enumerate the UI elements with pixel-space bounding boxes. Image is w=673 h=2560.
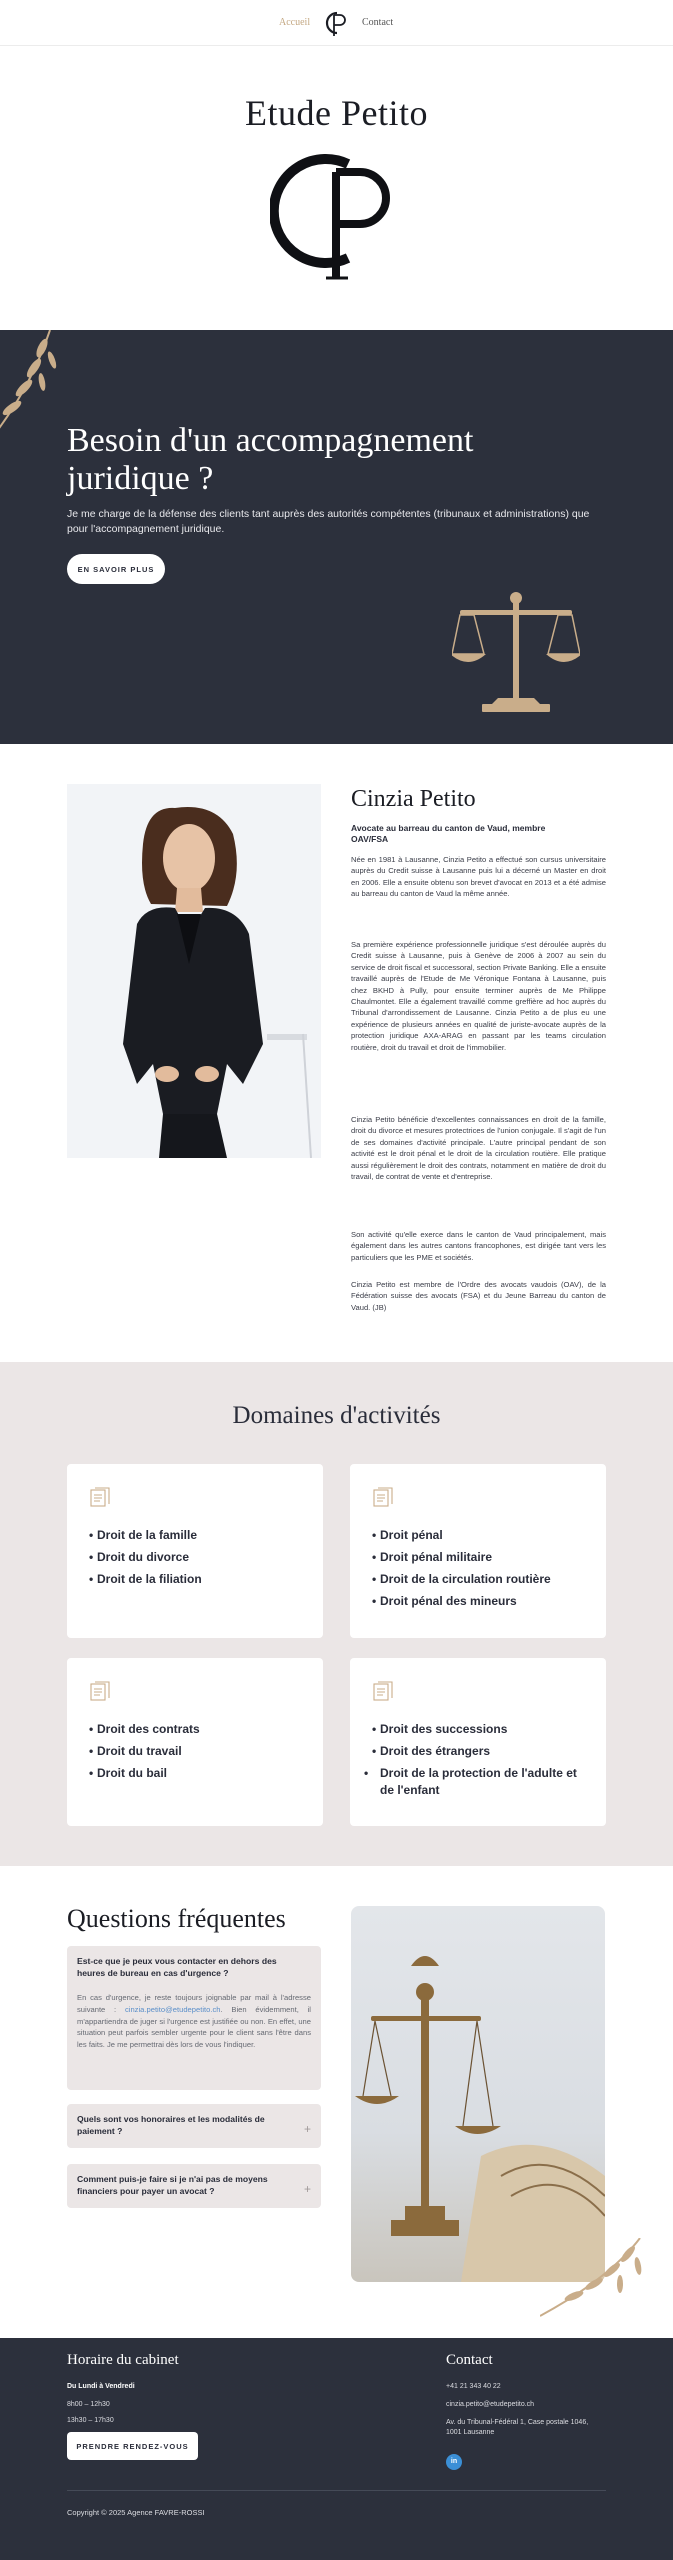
faq-question[interactable]: Est-ce que je peux vous contacter en dehors des heures de bureau en cas d'urgence ? [77, 1956, 277, 1978]
book-appointment-button[interactable]: PRENDRE RENDEZ-VOUS [67, 2432, 198, 2460]
practice-item: • Droit de la circulation routière [372, 1572, 551, 1586]
scales-illustration [351, 1906, 605, 2282]
practice-item: • Droit des successions [372, 1722, 508, 1736]
learn-more-button[interactable]: EN SAVOIR PLUS [67, 554, 165, 584]
plus-icon[interactable]: + [303, 2122, 311, 2136]
practice-item: • Droit du travail [89, 1744, 182, 1758]
faq-question[interactable]: Quels sont vos honoraires et les modalités de paiement ? [77, 2114, 265, 2136]
law-book-icon [89, 1680, 111, 1702]
practice-card [350, 1658, 606, 1826]
practice-item: • Droit des étrangers [372, 1744, 491, 1758]
practice-card [350, 1464, 606, 1638]
practice-item: • Droit pénal des mineurs [372, 1594, 517, 1608]
bio-paragraph: Née en 1981 à Lausanne, Cinzia Petito a effectué son cursus universitaire auprès du Credit suisse à Lausanne puis lui a décerné un Master en droit en 2006. Elle a ensuite obtenu son brevet d'avocat en 2013 et a été admise au barreau du canton de Vaud la même année. [351, 855, 606, 899]
practice-item: • Droit pénal [372, 1528, 443, 1542]
hours-slot: 13h30 – 17h30 [67, 2417, 114, 2424]
scales-of-justice-icon [452, 592, 580, 716]
hours-slot: 8h00 – 12h30 [67, 2401, 110, 2408]
lawyer-name: Cinzia Petito [351, 786, 476, 812]
faq-item[interactable] [67, 2164, 321, 2208]
nav-home-link[interactable]: Accueil [279, 17, 311, 28]
footer [0, 2338, 673, 2560]
practice-item: • Droit du bail [89, 1766, 167, 1780]
law-book-icon [372, 1486, 394, 1508]
hours-title: Horaire du cabinet [67, 2352, 179, 2368]
law-book-icon [372, 1680, 394, 1702]
contact-phone[interactable]: +41 21 343 40 22 [446, 2383, 501, 2390]
law-book-icon [89, 1486, 111, 1508]
bio-paragraph: Cinzia Petito bénéficie d'excellentes connaissances en droit de la famille, droit du divorce et mesures protectrices de l'union conjugale. Il s'agit de l'un de ses domaines d'activité principale. L'autre principal pendant de son activité est le droit pénal et le droit de la circulation routière. Elle pratique aussi régulièrement le droit des contrats, notamment en matière de droit du travail, de contrat de vente et d'entreprise. [351, 1115, 606, 1182]
practice-areas-section [0, 1362, 673, 1866]
practice-item: • Droit de la filiation [89, 1572, 202, 1586]
cp-monogram-icon[interactable] [320, 9, 350, 37]
cp-monogram-icon [270, 150, 404, 280]
hero-heading: Besoin d'un accompagnement juridique ? [67, 422, 474, 497]
faq-email-link[interactable]: cinzia.petito@etudepetito.ch [124, 2004, 221, 2014]
contact-address: Av. du Tribunal-Fédéral 1, Case postale 1046, [446, 2419, 589, 2426]
laurel-leaf-icon [0, 330, 70, 450]
faq-title: Questions fréquentes [67, 1904, 286, 1933]
top-nav [0, 0, 673, 46]
practice-item: • Droit du divorce [89, 1550, 190, 1564]
practice-item: • Droit de la famille [89, 1528, 198, 1542]
practice-areas-title: Domaines d'activités [232, 1402, 441, 1429]
copyright: Copyright © 2025 Agence FAVRE-ROSSI [67, 2508, 205, 2517]
laurel-leaf-icon [540, 2238, 650, 2318]
portrait-photo [67, 784, 321, 1158]
lawyer-title: Avocate au barreau du canton de Vaud, membre OAV/FSA [351, 823, 546, 844]
practice-item: • Droit de la protection de l'adulte et de l'enfant [364, 1766, 577, 1797]
contact-email[interactable]: cinzia.petito@etudepetito.ch [446, 2401, 535, 2408]
hero-lead: Je me charge de la défense des clients tant auprès des autorités compétentes (tribunaux et administrations) que pour l'accompagnement juridique. [67, 508, 590, 535]
portrait-illustration [67, 784, 321, 1158]
practice-item: • Droit des contrats [89, 1722, 200, 1736]
practice-card [67, 1464, 323, 1638]
practice-card [67, 1658, 323, 1826]
hours-days: Du Lundi à Vendredi [67, 2383, 135, 2390]
bio-paragraph: Cinzia Petito est membre de l'Ordre des avocats vaudois (OAV), de la Fédération suisse des avocats (FSA) et du Jeune Barreau du canton de Vaud. (JB) [351, 1280, 606, 1312]
plus-icon[interactable]: + [303, 2182, 311, 2196]
hero-section [0, 330, 673, 744]
linkedin-icon[interactable]: in [446, 2454, 462, 2470]
faq-item[interactable] [67, 2104, 321, 2148]
faq-answer: En cas d'urgence, je reste toujours joignable par mail à l'adresse suivante : cinzia.petito@etudepetito.ch. Bien évidemment, il m'appartiendra de juger si l'urgence est justifiée ou non. En effet, une situation peut parfois sembler urgente pour le client sans l'être dans les faits. Je me permettrai dès lors de vous l'indiquer. [77, 1993, 311, 2050]
scales-photo [351, 1906, 605, 2282]
brand-title: Etude Petito [245, 93, 428, 133]
bio-paragraph: Son activité qu'elle exerce dans le canton de Vaud principalement, mais également dans les autres cantons francophones, est dirigée tant vers les particuliers que les PME et sociétés. [351, 1230, 606, 1262]
faq-question[interactable]: Comment puis-je faire si je n'ai pas de moyens financiers pour payer un avocat ? [77, 2174, 268, 2196]
nav-contact-link[interactable]: Contact [362, 17, 394, 28]
contact-address: 1001 Lausanne [446, 2429, 495, 2436]
faq-item-open[interactable] [67, 1946, 321, 2090]
footer-divider [67, 2490, 606, 2491]
contact-title: Contact [446, 2352, 493, 2368]
bio-paragraph: Sa première expérience professionnelle juridique s'est déroulée auprès du Credit suisse à Lausanne, puis à Genève de 2006 à 2007 au sein du service de droit fiscal et successoral, section Private Banking. Elle a ensuite travaillé auprès de l'Etude de Me Véronique Fontana à Lausanne, puis chez BKHD à Pully, pour ensuite terminer auprès de Me Philippe Chaulmontet. Elle a également travaillé comme greffière ad hoc auprès du Tribunal d'arrondissement de Lausanne. Cinzia Petito a de plus eu une expérience de plusieurs années en qualité de juriste-avocate auprès de la protection juridique AXA-ARAG en passant par les teams circulation routière, droit du travail et droit de l'immobilier. [351, 940, 606, 1052]
practice-item: • Droit pénal militaire [372, 1550, 493, 1564]
